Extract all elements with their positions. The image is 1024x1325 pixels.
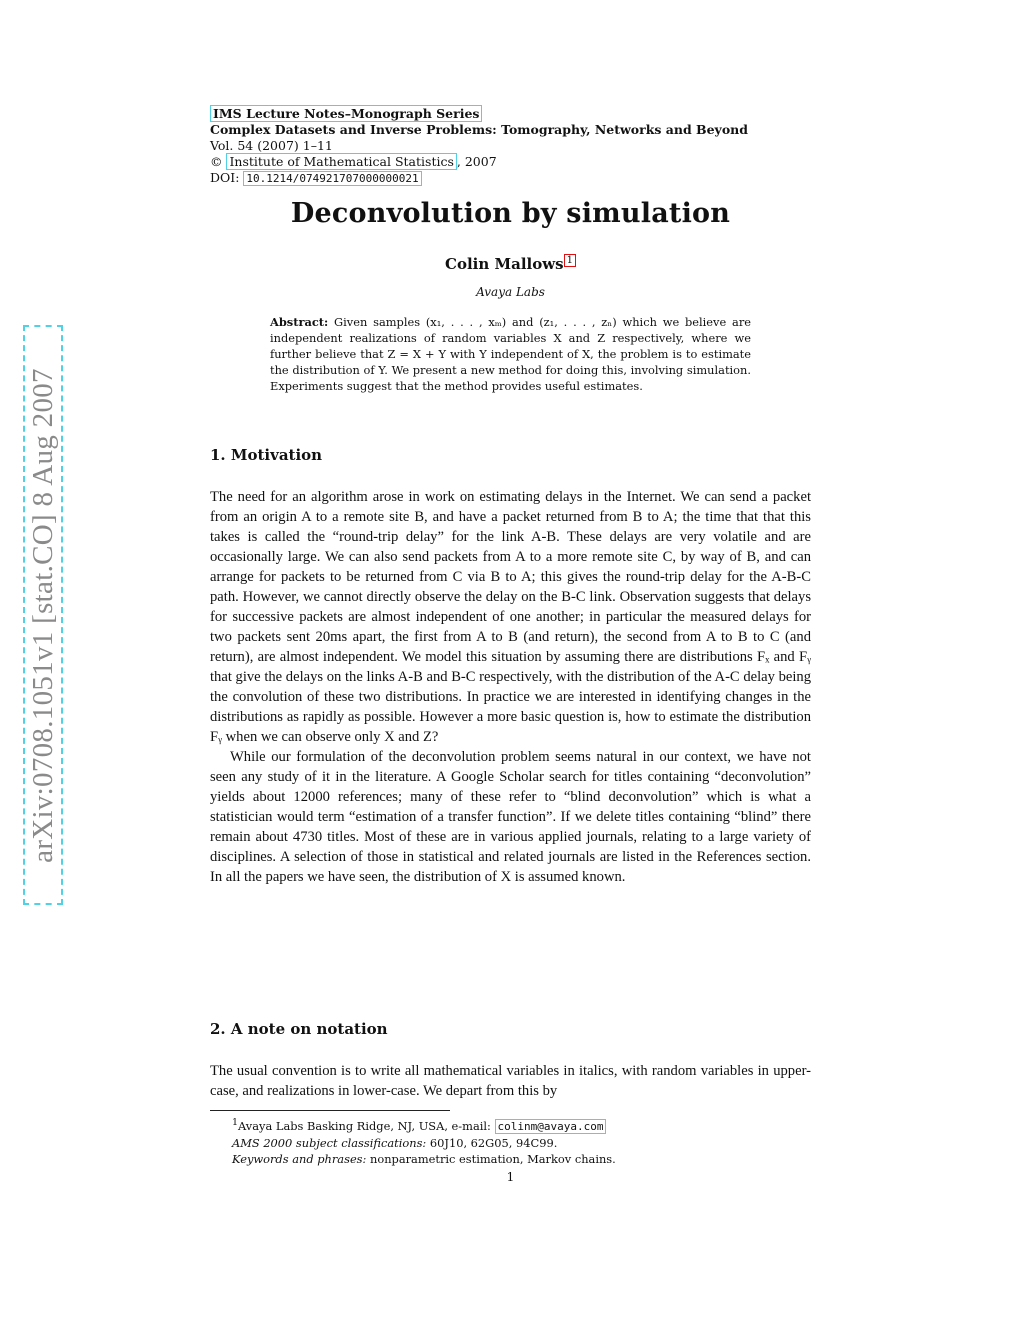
footnotes — [232, 1115, 792, 1167]
abstract — [270, 314, 751, 394]
book-title: Complex Datasets and Inverse Problems: Tomography, Networks and Beyond — [210, 122, 748, 137]
journal-header — [210, 106, 811, 187]
footnote-divider — [210, 1110, 450, 1111]
keywords-text: nonparametric estimation, Markov chains. — [366, 1151, 616, 1166]
copyright-year: , 2007 — [456, 154, 497, 169]
abstract-text: Given samples (x₁, . . . , xₘ) and (z₁, . . . , zₙ) which we believe are independent realizations of random variables X and Z respectively, where we further believe that Z = X + Y with Y independent of X, the problem is to estimate the distribution of Y. We present a new method for doing this, involving simulation. Experiments suggest that the method provides useful estimates. — [270, 315, 751, 393]
copyright-symbol: © — [210, 154, 223, 169]
author-block — [210, 254, 811, 273]
arxiv-stamp-text: arXiv:0708.1051v1 [stat.CO] 8 Aug 2007 — [26, 367, 59, 863]
section-1-heading: 1. Motivation — [210, 446, 323, 464]
page-number: 1 — [506, 1170, 515, 1184]
series-link[interactable]: IMS Lecture Notes–Monograph Series — [210, 105, 482, 122]
paragraph: While our formulation of the deconvolution problem seems natural in our context, we have not seen any study of it in the literature. A Google Scholar search for titles containing “deconvolution” yields about 12000 references; many of these refer to “blind deconvolution” which is what a statistician would term “estimation of a transfer function”. If we delete titles containing “blind” there remain about 4730 titles. Most of these are in various applied journals, relating to a large variety of disciplines. A selection of those in statistical and related journals are listed in the References section. In all the papers we have seen, the distribution of X is assumed known. — [210, 749, 811, 885]
institute-link[interactable]: Institute of Mathematical Statistics — [226, 153, 456, 170]
author-name: Colin Mallows — [445, 255, 564, 273]
section-2-heading: 2. A note on notation — [210, 1020, 388, 1038]
footnote-mark: 1 — [232, 1117, 239, 1128]
paper-title: Deconvolution by simulation — [290, 198, 731, 229]
section-1-body — [210, 487, 811, 887]
paragraph: The need for an algorithm arose in work on estimating delays in the Internet. We can send a packet from an origin A to a remote site B, and have a packet returned from B to A; the time that that this takes is called the “round-trip delay” for the link A-B. These delays are very volatile and are occasionally large. We can also send packets from A to a more remote site C, by way of B, and can arrange for packets to be returned from C via B to A; this gives the round-trip delay for the A-B-C path. However, we cannot directly observe the delay on the B-C link. Observation suggests that delays for successive packets are almost independent of one another; in particular the measured delays for two packets sent 20ms apart, the first from A to B (and return), the second from A to B to C (and return), are almost independent. We model this situation by assuming there are distributions Fₓ and Fᵧ that give the delays on the links A-B and B-C respectively, with the distribution of the A-C delay being the convolution of these two distributions. In practice we are interested in identifying changes in the distributions as rapidly as possible. However a more basic question is, how to estimate the distribution Fᵧ when we can observe only X and Z? — [210, 489, 811, 745]
volume-info: Vol. 54 (2007) 1–11 — [210, 138, 333, 153]
keywords-label: Keywords and phrases: — [232, 1151, 367, 1166]
doi-label: DOI: — [210, 170, 244, 185]
author-affiliation: Avaya Labs — [476, 285, 545, 299]
ams-label: AMS 2000 subject classifications: — [232, 1135, 427, 1150]
paragraph: The usual convention is to write all mathematical variables in italics, with random variables in upper-case, and realizations in lower-case. We depart from this by — [210, 1063, 811, 1099]
doi-link[interactable]: 10.1214/074921707000000021 — [243, 171, 421, 186]
ams-text: 60J10, 62G05, 94C99. — [426, 1135, 558, 1150]
footnote-text: Avaya Labs Basking Ridge, NJ, USA, e-mail: — [238, 1118, 495, 1133]
section-2-body — [210, 1061, 811, 1101]
email-link[interactable]: colinm@avaya.com — [495, 1119, 607, 1134]
abstract-label: Abstract: — [270, 315, 329, 329]
arxiv-stamp[interactable] — [23, 325, 63, 905]
footnote-link[interactable]: 1 — [564, 254, 576, 267]
